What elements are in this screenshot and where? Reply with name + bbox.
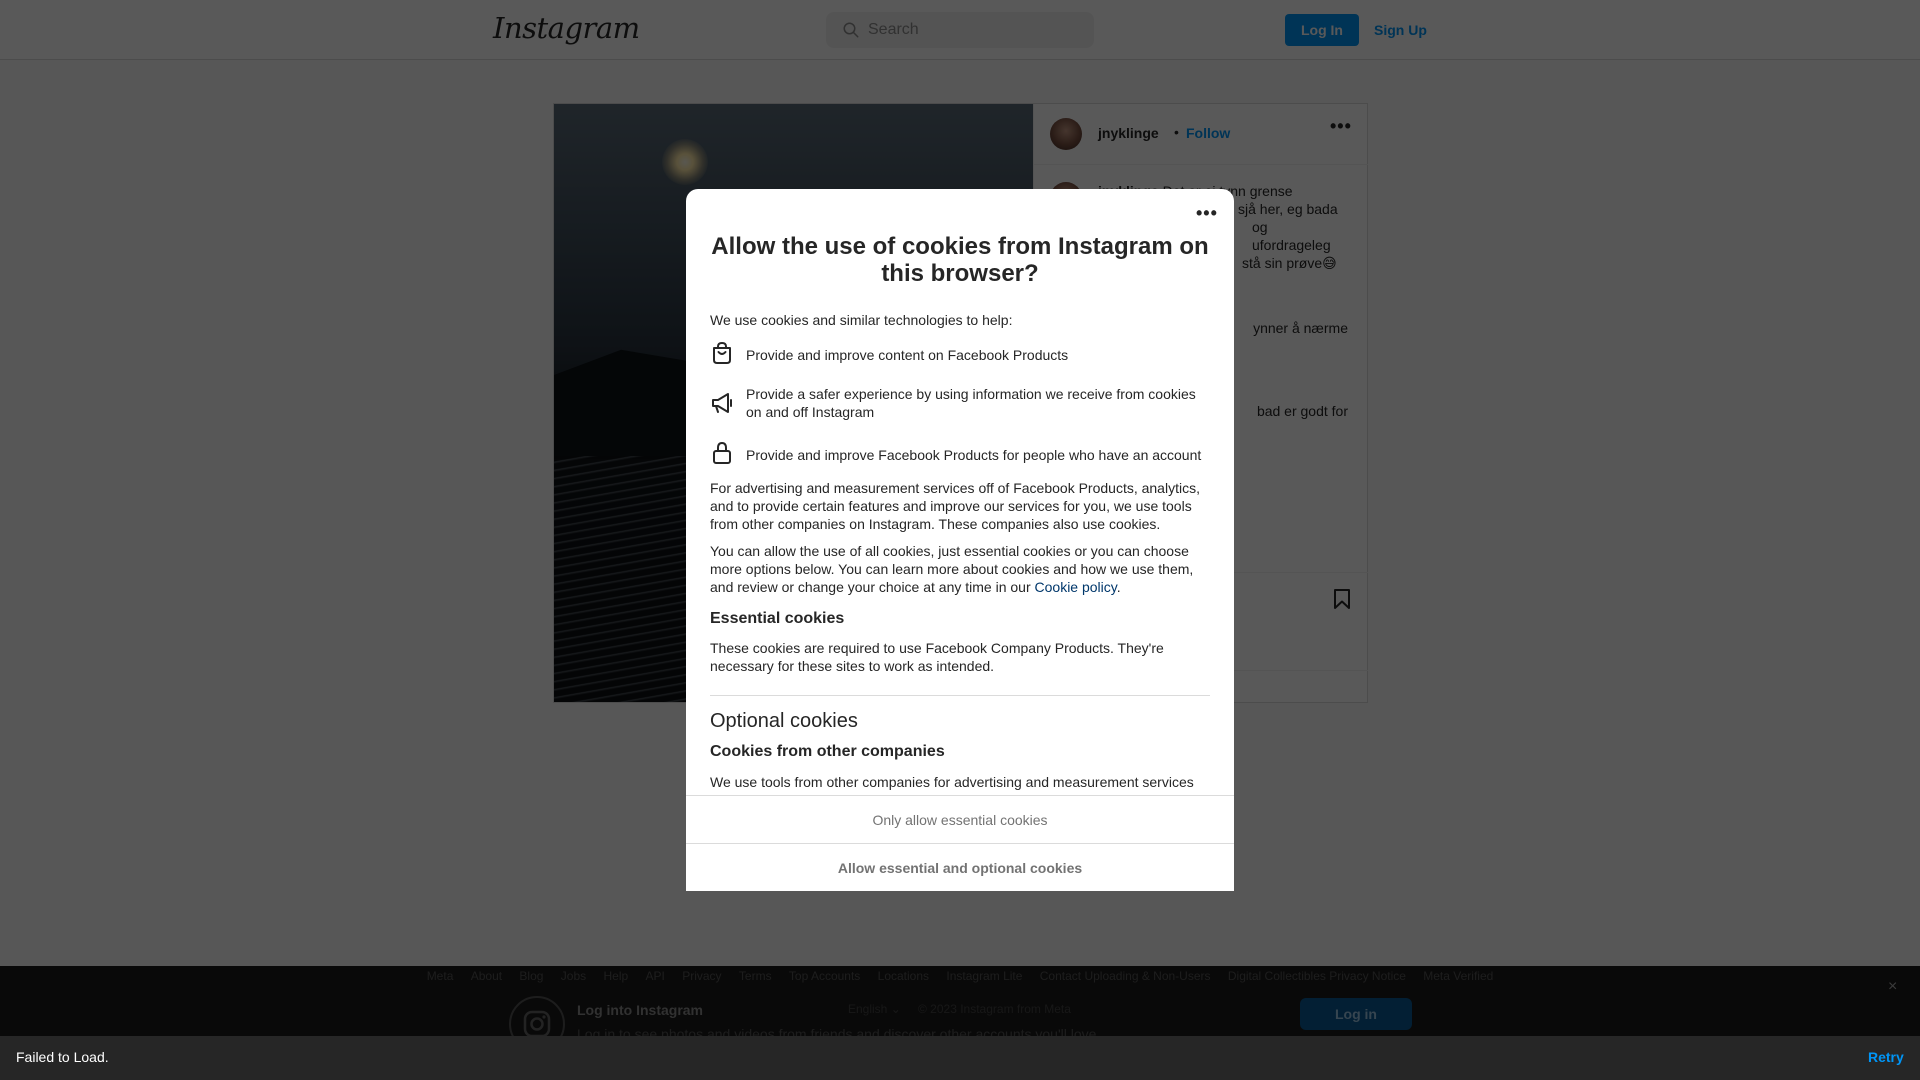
lock-icon xyxy=(710,441,734,465)
essential-cookies-text: These cookies are required to use Facebook Company Products. They're necessary for these sites to work as intended. xyxy=(710,640,1164,674)
megaphone-icon xyxy=(710,391,734,415)
optional-cookies-heading: Optional cookies xyxy=(710,710,858,732)
more-options-icon[interactable]: ••• xyxy=(1196,203,1218,223)
cookie-intro: We use cookies and similar technologies to help: xyxy=(710,312,1013,328)
section-divider xyxy=(710,695,1210,696)
choice-paragraph xyxy=(710,542,1210,596)
essential-cookies-heading: Essential cookies xyxy=(710,610,845,627)
other-companies-heading: Cookies from other companies xyxy=(710,743,945,760)
cookie-policy-link[interactable]: Cookie policy xyxy=(1034,579,1117,595)
cookie-consent-dialog xyxy=(686,189,1234,891)
only-essential-cookies-button[interactable]: Only allow essential cookies xyxy=(686,795,1234,843)
allow-all-cookies-button[interactable]: Allow essential and optional cookies xyxy=(686,843,1234,891)
cookie-dialog-title: Allow the use of cookies from Instagram on this browser? xyxy=(711,233,1209,287)
other-companies-text: We use tools from other companies for advertising and measurement services xyxy=(710,774,1194,790)
retry-button[interactable]: Retry xyxy=(1868,1049,1904,1065)
cookie-bullet-text: Provide a safer experience by using information we receive from cookies on and off Instagram xyxy=(746,386,1196,420)
cookie-bullet-text: Provide and improve Facebook Products for people who have an account xyxy=(746,447,1202,463)
cookie-bullet-safety xyxy=(710,385,1210,421)
period: . xyxy=(1116,579,1121,595)
toast-message: Failed to Load. xyxy=(16,1049,109,1065)
cookie-dialog-content[interactable] xyxy=(686,189,1234,795)
cookie-bullet-content xyxy=(710,343,1210,367)
cookie-bullet-account xyxy=(710,443,1210,467)
advertising-paragraph: For advertising and measurement services off of Facebook Products, analytics, and to provide certain features and improve our services for you, we use tools from other companies on Instagram. These companies also use cookies. xyxy=(710,480,1200,532)
shopping-bag-icon xyxy=(710,341,734,365)
choice-text: You can allow the use of all cookies, just essential cookies or you can choose more options below. You can learn more about cookies and how we use them, and review or change your choice at any time in our xyxy=(710,543,1194,595)
cookie-bullet-text: Provide and improve content on Facebook Products xyxy=(746,347,1069,363)
error-toast xyxy=(0,1036,1920,1080)
